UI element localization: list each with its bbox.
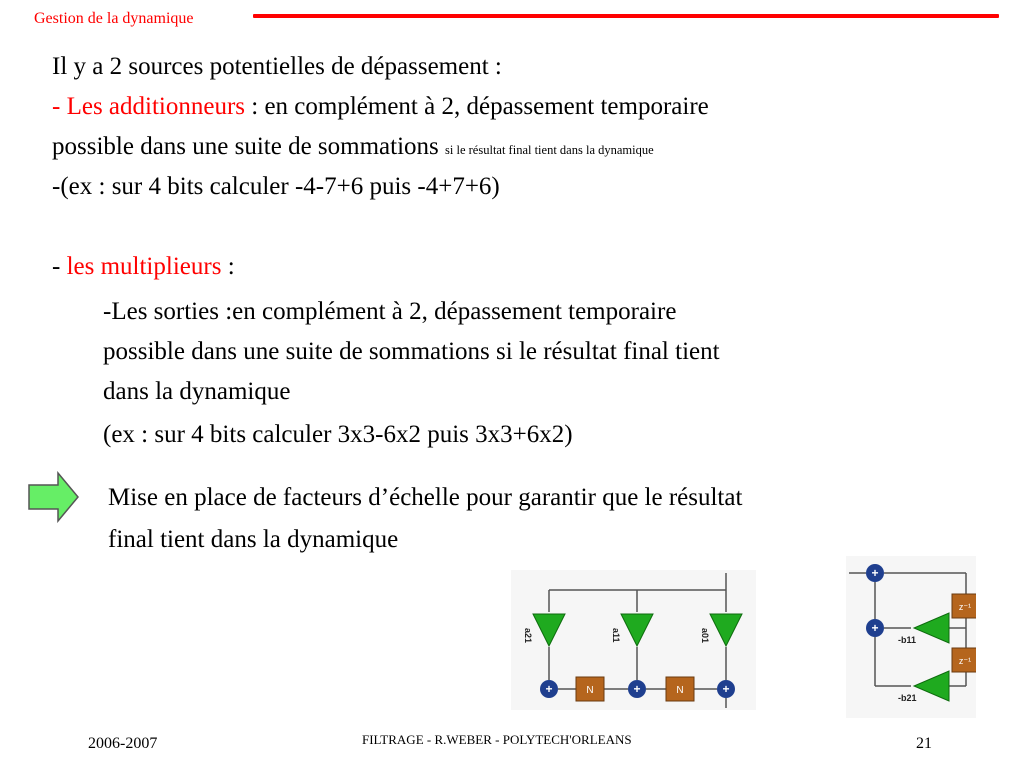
iir-delay-label-1: z⁻¹: [958, 602, 972, 612]
iir-sum-symbol-1: +: [871, 566, 879, 580]
sub-line-2: possible dans une suite de sommations si le résultat final tient: [103, 338, 720, 365]
body-line-2: [52, 92, 709, 122]
header-rule: [253, 14, 999, 18]
multiplieurs-dash: -: [52, 253, 67, 280]
multiplieurs-label: les multiplieurs: [66, 253, 222, 280]
delay-label-2: N: [676, 685, 684, 696]
iir-delay-label-2: z⁻¹: [958, 656, 972, 666]
sub-line-4: (ex : sur 4 bits calculer 3x3-6x2 puis 3x3+6x2): [103, 421, 573, 448]
iir-sum-symbol-2: +: [871, 621, 879, 635]
coef-label-a01: a01: [700, 628, 710, 644]
footer-date: 2006-2007: [88, 735, 158, 752]
body-line-4: -(ex : sur 4 bits calculer -4-7+6 puis -4+7+6): [52, 173, 500, 200]
conclusion-line-2: final tient dans la dynamique: [108, 526, 399, 553]
sum-symbol-3: +: [722, 682, 730, 696]
sum-symbol-2: +: [633, 682, 641, 696]
right-arrow-icon: [28, 471, 80, 523]
multiplieurs-colon: :: [221, 253, 235, 280]
body-line-3: [52, 132, 654, 165]
footer-page-number: 21: [916, 735, 932, 752]
body-line-1: Il y a 2 sources potentielles de dépassement :: [52, 53, 502, 80]
additionneurs-text: : en complément à 2, dépassement temporaire: [245, 93, 709, 120]
additionneurs-label: - Les additionneurs: [52, 93, 246, 120]
coef-label-a21: a21: [523, 628, 533, 644]
coef-label-a11: a11: [611, 628, 621, 643]
dynamique-note: si le résultat final tient dans la dynamique: [445, 143, 654, 157]
sub-line-1: -Les sorties :en complément à 2, dépassement temporaire: [103, 298, 677, 325]
sum-symbol-1: +: [545, 682, 553, 696]
fir-structure-diagram: [511, 570, 756, 710]
iir-coef-label-b21: -b21: [898, 693, 917, 703]
footer-title: FILTRAGE - R.WEBER - POLYTECH'ORLEANS: [362, 732, 632, 747]
delay-label-1: N: [586, 685, 594, 696]
header-title: Gestion de la dynamique: [34, 10, 194, 27]
iir-coef-label-b11: -b11: [898, 635, 917, 645]
sommations-text: possible dans une suite de sommations: [52, 133, 439, 160]
conclusion-line-1: Mise en place de facteurs d’échelle pour garantir que le résultat: [108, 484, 743, 511]
sub-line-3: dans la dynamique: [103, 378, 291, 405]
body-line-5: [52, 252, 235, 282]
iir-structure-diagram: [846, 556, 976, 718]
